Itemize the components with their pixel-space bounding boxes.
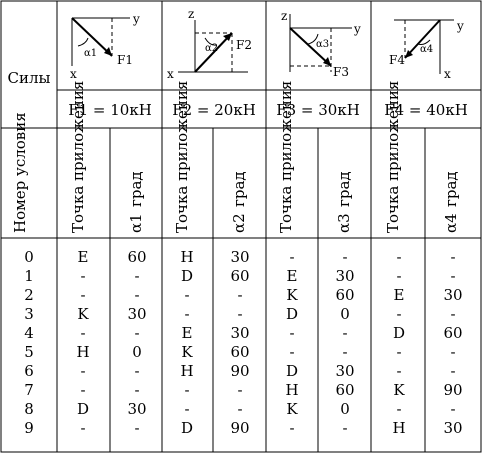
angle-symbol-f3: α3	[335, 213, 353, 233]
table-cell: D	[180, 267, 194, 285]
svg-text:F2: F2	[236, 38, 252, 52]
table-cell: -	[134, 381, 140, 399]
svg-text:z: z	[188, 7, 195, 21]
svg-text:α2: α2	[205, 43, 219, 54]
table-row	[24, 362, 455, 380]
table-cell: -	[396, 305, 402, 323]
table-cell: 30	[443, 419, 463, 437]
table-cell: -	[342, 324, 348, 342]
row-number: 4	[24, 324, 34, 342]
table-cell: -	[134, 362, 140, 380]
forces-label: Силы	[7, 69, 51, 87]
table-cell: K	[286, 286, 298, 304]
table-cell: -	[184, 400, 190, 418]
row-number: 6	[24, 362, 34, 380]
table-cell: K	[77, 305, 89, 323]
table-cell: H	[285, 381, 299, 399]
table-cell: 60	[335, 286, 355, 304]
table-cell: -	[184, 286, 190, 304]
table-cell: 30	[230, 324, 250, 342]
table-row	[24, 305, 455, 323]
force-header-f3: F3 = 30кН	[276, 101, 360, 119]
force-header-f2: F2 = 20кН	[172, 101, 256, 119]
angle-unit-f1: град	[127, 171, 145, 207]
table-row	[24, 248, 455, 266]
table-row	[24, 324, 462, 342]
angle-unit-f3: град	[335, 171, 353, 207]
table-cell: 30	[230, 248, 250, 266]
table-cell: K	[181, 343, 193, 361]
table-cell: -	[134, 419, 140, 437]
table-cell: -	[80, 381, 86, 399]
table-cell: D	[392, 324, 406, 342]
table-cell: 60	[230, 267, 250, 285]
table-cell: E	[77, 248, 89, 266]
table-cell: -	[342, 343, 348, 361]
svg-text:y: y	[457, 19, 464, 33]
angle-unit-f4: град	[442, 171, 460, 207]
table-cell: -	[396, 362, 402, 380]
table-row	[24, 419, 462, 437]
svg-text:x: x	[444, 67, 451, 81]
table-cell: -	[237, 400, 243, 418]
svg-text:x: x	[70, 67, 77, 81]
table-cell: -	[289, 324, 295, 342]
table-row	[24, 267, 455, 285]
table-cell: -	[450, 362, 456, 380]
table-cell: -	[237, 381, 243, 399]
table-cell: -	[237, 286, 243, 304]
svg-text:α3: α3	[316, 39, 330, 50]
table-cell: 90	[230, 362, 250, 380]
table-cell: 30	[335, 267, 355, 285]
row-number-header: Номер условия	[11, 112, 29, 233]
table-row	[24, 286, 462, 304]
svg-text:z: z	[281, 9, 288, 23]
table-cell: -	[289, 343, 295, 361]
angle-symbol-f1: α1	[127, 213, 145, 233]
row-number: 7	[24, 381, 34, 399]
table-cell: -	[450, 305, 456, 323]
table-cell: K	[286, 400, 298, 418]
table-cell: -	[396, 343, 402, 361]
point-header-f3: Точка приложения	[277, 80, 295, 233]
table-cell: 0	[132, 343, 142, 361]
table-cell: -	[184, 305, 190, 323]
table-cell: -	[134, 267, 140, 285]
force-diagram-f1	[70, 12, 140, 81]
table-cell: 60	[230, 343, 250, 361]
table-body	[24, 248, 462, 437]
table-cell: 0	[340, 305, 350, 323]
table-cell: 90	[230, 419, 250, 437]
table-cell: -	[396, 248, 402, 266]
table-cell: 30	[335, 362, 355, 380]
row-number: 3	[24, 305, 34, 323]
table-cell: -	[134, 286, 140, 304]
table-cell: H	[76, 343, 90, 361]
force-header-f4: F4 = 40кН	[384, 101, 468, 119]
table-cell: 60	[127, 248, 147, 266]
table-cell: -	[450, 267, 456, 285]
force-diagram-f2	[167, 7, 252, 81]
table-cell: -	[450, 248, 456, 266]
table-cell: -	[80, 267, 86, 285]
table-cell: 0	[340, 400, 350, 418]
row-number: 1	[24, 267, 34, 285]
svg-text:x: x	[167, 67, 174, 81]
point-header-f2: Точка приложения	[173, 80, 191, 233]
table-cell: -	[450, 343, 456, 361]
row-number: 8	[24, 400, 34, 418]
svg-text:y: y	[133, 12, 140, 26]
table-cell: -	[289, 248, 295, 266]
table-cell: -	[80, 324, 86, 342]
point-header-f4: Точка приложения	[384, 80, 402, 233]
force-diagram-f4	[389, 19, 464, 81]
svg-text:F3: F3	[333, 65, 349, 79]
table-cell: H	[392, 419, 406, 437]
row-number: 9	[24, 419, 34, 437]
table-cell: H	[180, 248, 194, 266]
table-cell: -	[237, 305, 243, 323]
point-header-f1: Точка приложения	[69, 80, 87, 233]
table-cell: K	[393, 381, 405, 399]
force-diagram-f3	[281, 9, 361, 79]
table-row	[24, 400, 455, 418]
table-cell: -	[184, 381, 190, 399]
table-cell: E	[286, 267, 298, 285]
table-cell: H	[180, 362, 194, 380]
angle-symbol-f4: α4	[442, 213, 460, 233]
row-number: 5	[24, 343, 34, 361]
row-number: 0	[24, 248, 34, 266]
table-cell: -	[80, 362, 86, 380]
table-cell: 30	[443, 286, 463, 304]
table-cell: E	[393, 286, 405, 304]
table-cell: -	[80, 419, 86, 437]
force-header-f1: F1 = 10кН	[68, 101, 152, 119]
table-cell: 30	[127, 400, 147, 418]
table-cell: E	[181, 324, 193, 342]
table-cell: -	[450, 400, 456, 418]
table-cell: -	[134, 324, 140, 342]
svg-text:F1: F1	[117, 53, 133, 67]
table-cell: -	[342, 419, 348, 437]
table-cell: -	[342, 248, 348, 266]
table-cell: -	[396, 267, 402, 285]
table-row	[24, 343, 455, 361]
table-cell: 60	[443, 324, 463, 342]
table-row	[24, 381, 462, 399]
table-cell: -	[396, 400, 402, 418]
svg-text:α1: α1	[84, 48, 98, 59]
angle-unit-f2: град	[230, 171, 248, 207]
svg-text:α4: α4	[420, 44, 434, 55]
table-cell: -	[289, 419, 295, 437]
table-cell: -	[80, 286, 86, 304]
angle-symbol-f2: α2	[230, 213, 248, 233]
table-cell: D	[285, 362, 299, 380]
table-cell: D	[180, 419, 194, 437]
svg-text:y: y	[354, 22, 361, 36]
row-number: 2	[24, 286, 34, 304]
table-cell: 30	[127, 305, 147, 323]
table-cell: 90	[443, 381, 463, 399]
table-cell: D	[285, 305, 299, 323]
table-cell: D	[76, 400, 90, 418]
svg-text:F4: F4	[389, 53, 405, 67]
table-cell: 60	[335, 381, 355, 399]
